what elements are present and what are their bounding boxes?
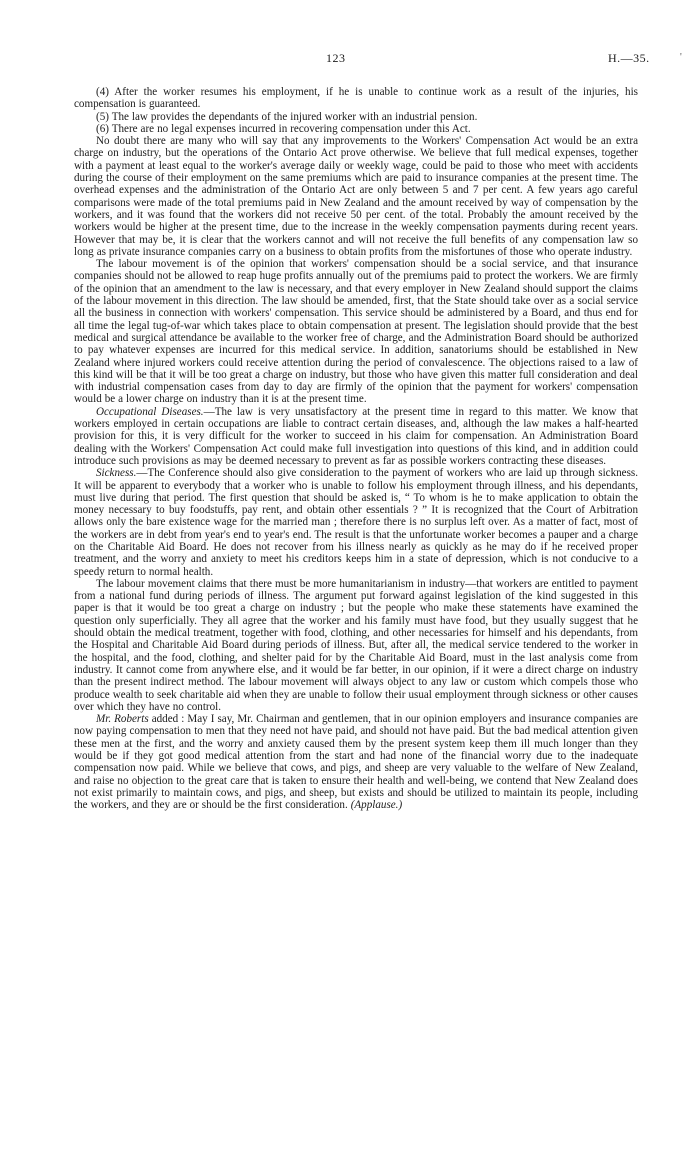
paragraph-mr-roberts [74, 713, 638, 811]
section-heading: Sickness. [96, 467, 137, 480]
paragraph-text: (5) The law provides the dependants of the injured worker with an industrial pension. [96, 110, 478, 123]
applause-note: (Applause.) [350, 799, 403, 812]
paragraph-occupational-diseases [74, 406, 638, 467]
paragraph-text: The labour movement is of the opinion that workers' compensation should be a social service, and that insurance companies should not be allowed to reap huge profits annually out of the premiums paid to protect the workers. We are firmly of the opinion that an amendment to the law is necessary, and that every employer in New Zealand should support the claims of the labour movement in this direction. The law should be amended, first, that the State should take over as a social service all the business in connection with workers' compensation. This service should be administered by a Board, and thus end for all time the legal tug-of-war which takes place to obtain compensation at present. The legislation should provide that the best medical and surgical attendance be available to the worker free of charge, and the Administration Board should be authorized to pay whatever expenses are incurred for this medical service. In addition, sanatoriums should be established in New Zealand where injured workers could receive attention during the period of convalescence. The objections raised to a law of this kind will be that it will be too great a charge on industry, but those who have given this matter full consideration and deal with industrial compensation cases from day to day are firmly of the opinion that the payment for workers' compensation would be a lower charge on industry than it is at the present time. [74, 258, 638, 406]
paragraph-item-4 [74, 86, 638, 111]
page-number: 123 [326, 51, 346, 65]
paragraph-text: —The Conference should also give consideration to the payment of workers who are laid up through sickness. It will be apparent to everybody that a worker who is unable to follow his employment through illness, and his dependants, must live during that period. The first question that should be asked is, “ To whom is he to make application to obtain the money necessary to buy foodstuffs, pay rent, and obtain other essentials ? ” It is recognized that the Court of Arbitration allows only the bare existence wage for the married man ; therefore there is no surplus left over. As a matter of fact, most of the workers are in debt from year's end to year's end. The result is that the unfortunate worker becomes a pauper and a charge on the Charitable Aid Board. He does not recover from his illness nearly as quickly as he may do if he received proper treatment, and the worry and anxiety to meet his creditors keeps him in a state of depression, which is not conducive to a speedy return to normal health. [74, 467, 638, 578]
section-heading: Occupational Diseases. [96, 405, 204, 418]
document-reference: H.—35. [608, 51, 650, 65]
page-header [0, 52, 700, 66]
paragraph-text: The labour movement claims that there must be more humanitarianism in industry—that workers are entitled to payment from a national fund during periods of illness. The argument put forward against legislation of the kind suggested in this paper is that it would be too great a charge on industry ; but the people who make these statements have examined the question only superficially. They all agree that the worker and his family must have food, but they usually suggest that he should obtain the medical treatment, together with food, clothing, and other necessaries for himself and his dependants, from the Hospital and Charitable Aid Board during periods of illness. But, after all, the medical service tendered to the worker in the hospital, and the food, clothing, and shelter paid for by the Charitable Aid Board, must in the last analysis come from industry. It cannot come from anywhere else, and it would be far better, in our opinion, if it were a direct charge on industry than the present indirect method. The labour movement will always object to any law or custom which compels those who produce wealth to seek charitable aid when they are unable to follow their usual employment through sickness or other causes over which they have no control. [74, 577, 638, 713]
body-text [74, 86, 638, 812]
speaker-name: Mr. Roberts [96, 713, 149, 726]
paragraph-humanitarianism [74, 578, 638, 713]
paragraph-sickness [74, 467, 638, 578]
paragraph-text: (6) There are no legal expenses incurred in recovering compensation under this Act. [96, 122, 471, 135]
paragraph-social-service [74, 258, 638, 406]
paragraph-text: added : May I say, Mr. Chairman and gentlemen, that in our opinion employers and insurance companies are now paying compensation to men that they need not have paid, and should not have paid. But the bad medical attention given these men at the first, and the worry and anxiety caused them by the present system keep them ill much longer than they would be if they got good medical attention from the start and had none of the financial worry due to the inadequate compensation now paid. While we believe that cows, and pigs, and sheep are very valuable to the welfare of New Zealand, and raise no objection to the great care that is taken to ensure their health and well-being, we contend that New Zealand does not exist primarily to maintain cows, and pigs, and sheep, but exists and should be utilized to maintain its people, including the workers, and they are or should be the first consideration. [74, 713, 638, 812]
paragraph-text: No doubt there are many who will say that any improvements to the Workers' Compensation Act would be an extra charge on industry, but the operations of the Ontario Act prove otherwise. We believe that full medical expenses, together with a payment at least equal to the worker's average daily or weekly wage, could be paid to those who meet with accidents during the course of their employment on the same premiums which are paid to insurance companies at the present time. The overhead expenses and the administration of the Ontario Act are only between 5 and 7 per cent. A few years ago careful comparisons were made of the total premiums paid in New Zealand and the amount received by way of compensation by the workers, and it was found that the workers did not receive 50 per cent. of the total. Probably the amount received by the workers would be higher at the present time, due to the increase in the weekly compensation payments during recent years. However that may be, it is clear that the workers cannot and will not receive the full benefits of any compensation law so long as private insurance companies carry on a business to obtain profits from the misfortunes of those who operate industry. [74, 135, 638, 258]
margin-mark: ' [680, 52, 682, 63]
paragraph-text: (4) After the worker resumes his employment, if he is unable to continue work as a result of the injuries, his compensation is guaranteed. [74, 86, 638, 111]
paragraph-item-6 [74, 123, 638, 135]
paragraph-item-5 [74, 111, 638, 123]
paragraph-text: —The law is very unsatisfactory at the present time in regard to this matter. We know that workers employed in certain occupations are liable to contract certain diseases, and, although the law makes a half-hearted provision for this, it is very difficult for the worker to succeed in his claim for compensation. An Administration Board dealing with the Workers' Compensation Act could make full investigation into questions of this kind, and in addition could introduce such provisions as may be deemed necessary to prevent as far as possible workers contracting these diseases. [74, 405, 639, 467]
paragraph-ontario-act [74, 135, 638, 258]
